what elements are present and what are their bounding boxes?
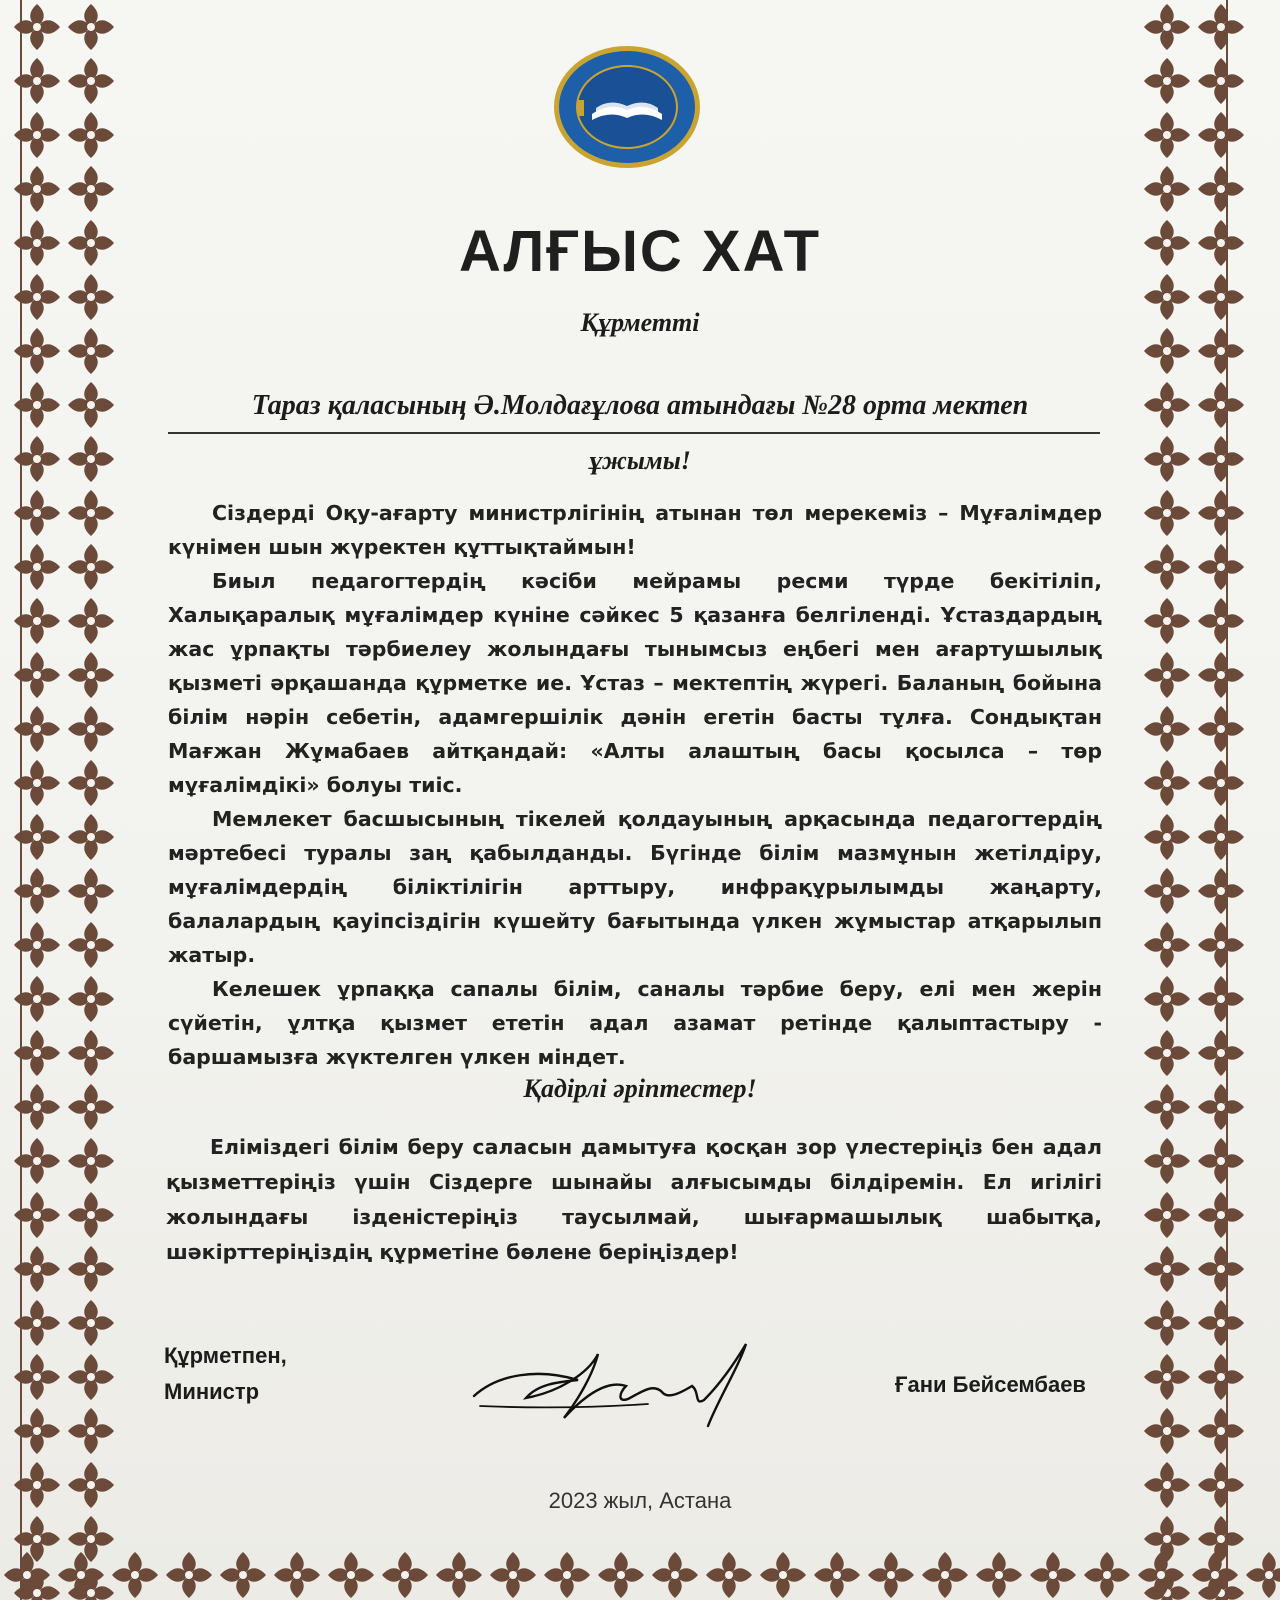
ministry-emblem (552, 44, 702, 170)
recipient-underline (168, 432, 1100, 434)
closing-paragraph: Еліміздегі білім беру саласын дамытуға қосқан зор үлестеріңіз бен адал қызметтеріңіз үшін Сіздерге шынайы алғысымды білдіремін. Ел игілігі жолындағы ізденістеріңіз таусылмай, шығармашылық шабытқа, шәкірттеріңіздің құрметіне бөлене беріңіздер! (166, 1135, 1102, 1264)
closing-section (166, 1130, 1102, 1270)
sign-position: Министр (164, 1379, 260, 1404)
ornament-border-bottom (0, 1548, 1280, 1600)
body-paragraph-2: Биыл педагогтердің кәсіби мейрамы ресми түрде бекітіліп, Халықаралық мұғалімдер күніне сәйкес 5 қазанға белгіленді. Ұстаздардың жас ұрпақты тәрбиелеу жолындағы тынымсыз еңбегі мен ағартушылық қызметі әрқашанда құрметке ие. Ұстаз – мектептің жүрегі. Баланың бойына білім нәрін себетін, адамгершілік дәнін егетін басты тұлға. Сондықтан Мағжан Жұмабаев айтқандай: «Алты алаштың басы қосылса – төр мұғалімдікі» болуы тиіс. (168, 569, 1102, 797)
colleagues-address: Қадірлі әріптестер! (523, 1074, 757, 1103)
recipient-line-1: Тараз қаласының Ә.Молдағұлова атындағы №28 орта мектеп (251, 390, 1029, 421)
signatory-name: Ғани Бейсембаев (895, 1372, 1086, 1397)
handwritten-signature (468, 1334, 758, 1434)
body-paragraph-3: Мемлекет басшысының тікелей қолдауының арқасында педагогтердің мәртебесі туралы заң қабылданды. Бүгінде білім мазмұнын жетілдіру, мұғалімдердің біліктілігін арттыру, инфрақұрылымды жаңарту, балалардың қауіпсіздігін күшейту бағытында үлкен жұмыстар атқарылып жатыр. (168, 807, 1102, 967)
recipient-line-2: ұжымы! (589, 446, 691, 475)
signatory-block (164, 1338, 287, 1410)
sign-regards: Құрметпен, (164, 1343, 287, 1368)
salutation: Құрметті (580, 308, 700, 337)
letter-title: АЛҒЫС ХАТ (458, 219, 822, 284)
letter-body (168, 496, 1102, 1074)
date-place: 2023 жыл, Астана (548, 1488, 732, 1513)
body-paragraph-4: Келешек ұрпаққа сапалы білім, саналы тәрбие беру, елі мен жерін сүйетін, ұлтқа қызмет ететін адал азамат ретінде қалыптастыру - баршамызға жүктелген үлкен міндет. (168, 977, 1102, 1069)
body-paragraph-1: Сіздерді Оқу-ағарту министрлігінің атынан төл мерекеміз – Мұғалімдер күнімен шын жүректен құттықтаймын! (168, 501, 1102, 559)
